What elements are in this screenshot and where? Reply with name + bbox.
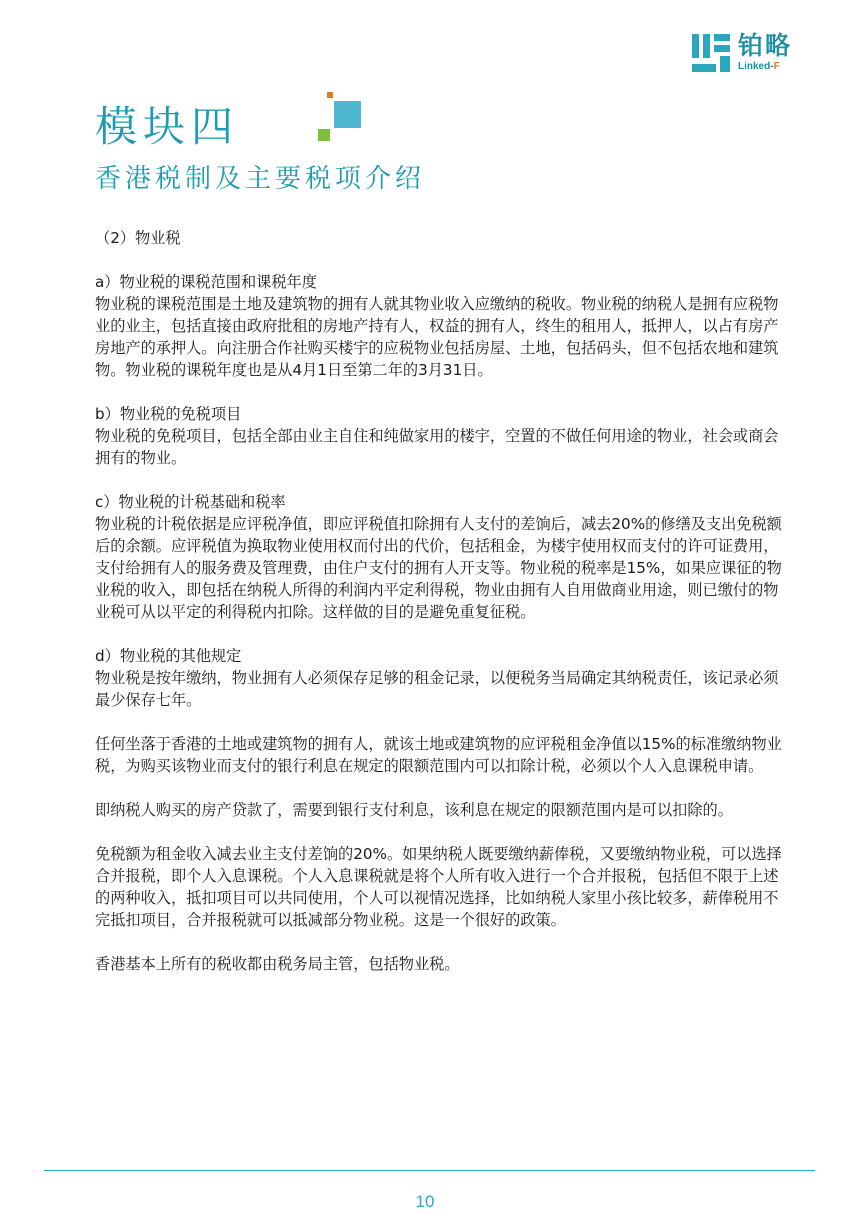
subsection-heading: a）物业税的课税范围和课税年度 [95,273,317,291]
brand-subtitle: Linked-F [738,61,780,72]
paragraph: 香港基本上所有的税收都由税务局主管，包括物业税。 [95,955,460,973]
subsection-text: 物业税是按年缴纳，物业拥有人必须保存足够的租金记录，以便税务当局确定其纳税责任，该记录必须最少保存七年。 [95,669,779,709]
section-title: （2）物业税 [95,229,181,247]
logo-mark-icon [692,34,730,72]
subsection-text: 物业税的计税依据是应评税净值，即应评税值扣除拥有人支付的差饷后，减去20%的修缮及支出免税额后的余额。应评税值为换取物业使用权而付出的代价，包括租金，为楼宇使用权而支付的许可证费用，支付给拥有人的服务费及管理费，由住户支付的拥有人开支等。物业税的税率是15%，如果应课征的物业税的收入，即包括在纳税人所得的利润内平定利得税，物业由拥有人自用做商业用途，则已缴付的物业税可从以平定的利得税内扣除。这样做的目的是避免重复征税。 [95,515,782,621]
subsection-text: 物业税的免税项目，包括全部由业主自住和纯做家用的楼宇，空置的不做任何用途的物业，社会或商会拥有的物业。 [95,427,779,467]
paragraph: 任何坐落于香港的土地或建筑物的拥有人，就该土地或建筑物的应评税租金净值以15%的标准缴纳物业税，为购买该物业而支付的银行利息在规定的限额范围内可以扣除计税，必须以个人入息课税申请。 [95,735,782,775]
paragraph: 即纳税人购买的房产贷款了，需要到银行支付利息，该利息在规定的限额范围内是可以扣除的。 [95,801,733,819]
footer-divider [44,1170,815,1171]
article-body [95,227,783,975]
page-number: 10 [415,1192,435,1211]
subsection-text: 物业税的课税范围是土地及建筑物的拥有人就其物业收入应缴纳的税收。物业税的纳税人是拥有应税物业的业主，包括直接由政府批租的房地产持有人，权益的拥有人，终生的租用人，抵押人，以占有房产房地产的承押人。向注册合作社购买楼宇的应税物业包括房屋、土地，包括码头，但不包括农地和建筑物。物业税的课税年度也是从4月1日至第二年的3月31日。 [95,295,779,379]
teal-square [334,101,361,128]
green-square [318,129,330,141]
subsection-heading: d）物业税的其他规定 [95,647,242,665]
module-title: 模块四 [95,102,240,151]
paragraph: 免税额为租金收入减去业主支付差饷的20%。如果纳税人既要缴纳薪俸税，又要缴纳物业税，可以选择合并报税，即个人入息课税。个人入息课税就是将个人所有收入进行一个合并报税，包括但不限于上述的两种收入，抵扣项目可以共同使用，个人可以视情况选择，比如纳税人家里小孩比较多，薪俸税用不完抵扣项目，合并报税就可以抵减部分物业税。这是一个很好的政策。 [95,845,782,929]
module-subtitle: 香港税制及主要税项介绍 [95,164,426,194]
subsection-heading: c）物业税的计税基础和税率 [95,493,286,511]
decorative-squares [318,92,366,144]
brand-name: 铂略 [738,31,793,60]
small-orange-square [327,92,333,98]
brand-logo [692,32,812,76]
subsection-heading: b）物业税的免税项目 [95,405,242,423]
